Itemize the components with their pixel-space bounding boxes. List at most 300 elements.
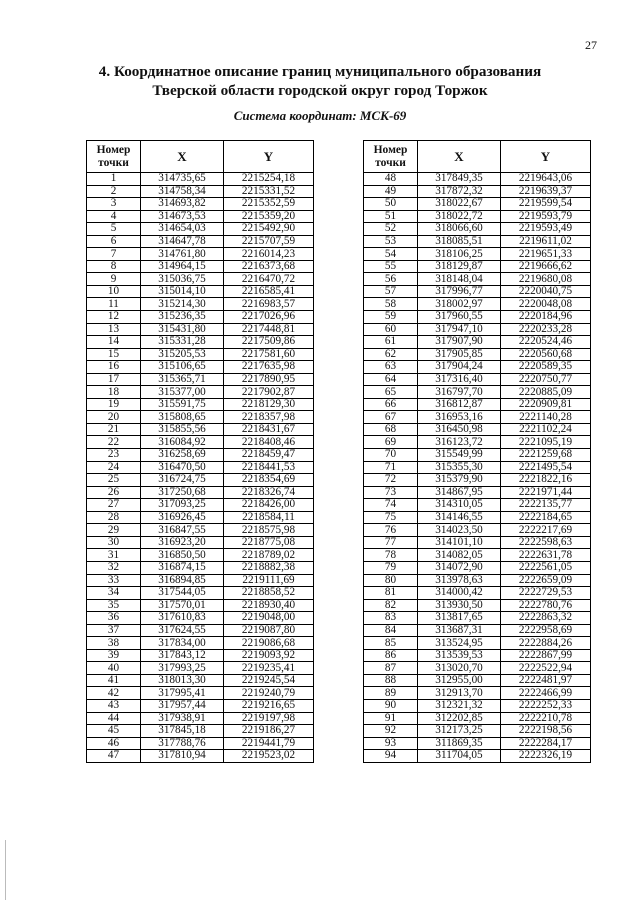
cell-point-number: 79 [364, 561, 418, 574]
cell-x: 318013,30 [141, 674, 224, 687]
table-row [87, 474, 314, 487]
table-row [87, 536, 314, 549]
cell-y: 2217581,60 [224, 348, 314, 361]
cell-point-number: 24 [87, 461, 141, 474]
cell-point-number: 33 [87, 574, 141, 587]
table-row [364, 624, 591, 637]
cell-x: 317993,25 [141, 662, 224, 675]
cell-point-number: 44 [87, 712, 141, 725]
table-row [87, 712, 314, 725]
cell-y: 2222863,32 [501, 612, 591, 625]
cell-x: 315855,56 [141, 423, 224, 436]
cell-y: 2222780,76 [501, 599, 591, 612]
cell-point-number: 21 [87, 423, 141, 436]
cell-x: 316123,72 [418, 436, 501, 449]
cell-y: 2219680,08 [501, 273, 591, 286]
cell-x: 314101,10 [418, 536, 501, 549]
cell-y: 2215492,90 [224, 223, 314, 236]
cell-point-number: 10 [87, 285, 141, 298]
column-header-point-number [364, 141, 418, 173]
cell-point-number: 52 [364, 223, 418, 236]
cell-y: 2221140,28 [501, 411, 591, 424]
cell-point-number: 35 [87, 599, 141, 612]
cell-x: 315205,53 [141, 348, 224, 361]
cell-point-number: 48 [364, 173, 418, 186]
table-row [87, 386, 314, 399]
cell-x: 318022,67 [418, 198, 501, 211]
cell-y: 2219087,80 [224, 624, 314, 637]
cell-y: 2219441,79 [224, 737, 314, 750]
cell-x: 314867,95 [418, 486, 501, 499]
cell-x: 318002,97 [418, 298, 501, 311]
table-row [87, 260, 314, 273]
table-row [87, 348, 314, 361]
cell-x: 311869,35 [418, 737, 501, 750]
cell-y: 2220040,75 [501, 285, 591, 298]
cell-x: 314647,78 [141, 235, 224, 248]
cell-x: 314654,03 [141, 223, 224, 236]
cell-point-number: 5 [87, 223, 141, 236]
cell-y: 2217448,81 [224, 323, 314, 336]
table-row [364, 185, 591, 198]
cell-y: 2218584,11 [224, 511, 314, 524]
cell-y: 2222210,78 [501, 712, 591, 725]
cell-y: 2222135,77 [501, 499, 591, 512]
cell-y: 2217635,98 [224, 361, 314, 374]
table-row [87, 210, 314, 223]
cell-point-number: 50 [364, 198, 418, 211]
cell-y: 2222466,99 [501, 687, 591, 700]
cell-point-number: 74 [364, 499, 418, 512]
table-row [364, 499, 591, 512]
table-row [364, 687, 591, 700]
cell-point-number: 6 [87, 235, 141, 248]
table-row [364, 725, 591, 738]
cell-x: 317845,18 [141, 725, 224, 738]
cell-y: 2219643,06 [501, 173, 591, 186]
cell-x: 317995,41 [141, 687, 224, 700]
header-number-line-2: точки [98, 156, 129, 169]
table-row [87, 549, 314, 562]
cell-x: 317996,77 [418, 285, 501, 298]
cell-y: 2219639,37 [501, 185, 591, 198]
cell-y: 2219611,02 [501, 235, 591, 248]
cell-x: 315014,10 [141, 285, 224, 298]
cell-y: 2218426,00 [224, 499, 314, 512]
table-row [87, 298, 314, 311]
table-row [364, 449, 591, 462]
cell-x: 316812,87 [418, 398, 501, 411]
cell-x: 313524,95 [418, 637, 501, 650]
cell-y: 2222198,56 [501, 725, 591, 738]
table-row [87, 612, 314, 625]
table-row [364, 587, 591, 600]
cell-point-number: 80 [364, 574, 418, 587]
cell-y: 2215707,59 [224, 235, 314, 248]
table-row [87, 524, 314, 537]
cell-point-number: 47 [87, 750, 141, 763]
cell-y: 2219093,92 [224, 649, 314, 662]
cell-y: 2219235,41 [224, 662, 314, 675]
cell-point-number: 92 [364, 725, 418, 738]
cell-x: 316923,20 [141, 536, 224, 549]
table-row [364, 699, 591, 712]
table-row [364, 549, 591, 562]
cell-point-number: 76 [364, 524, 418, 537]
cell-point-number: 9 [87, 273, 141, 286]
cell-x: 317907,90 [418, 336, 501, 349]
cell-point-number: 36 [87, 612, 141, 625]
table-row [364, 662, 591, 675]
cell-y: 2218326,74 [224, 486, 314, 499]
cell-y: 2218459,47 [224, 449, 314, 462]
page-title-line-1: 4. Координатное описание границ муниципального образования [98, 63, 542, 80]
cell-point-number: 31 [87, 549, 141, 562]
table-row [87, 662, 314, 675]
cell-x: 314964,15 [141, 260, 224, 273]
table-row [87, 699, 314, 712]
cell-point-number: 56 [364, 273, 418, 286]
cell-x: 314673,53 [141, 210, 224, 223]
cell-point-number: 40 [87, 662, 141, 675]
cell-x: 315355,30 [418, 461, 501, 474]
cell-y: 2219593,49 [501, 223, 591, 236]
table-row [364, 712, 591, 725]
cell-x: 315591,75 [141, 398, 224, 411]
cell-y: 2220184,96 [501, 311, 591, 324]
table-row [87, 737, 314, 750]
cell-point-number: 12 [87, 311, 141, 324]
cell-y: 2219651,33 [501, 248, 591, 261]
cell-x: 312913,70 [418, 687, 501, 700]
cell-y: 2222326,19 [501, 750, 591, 763]
cell-point-number: 67 [364, 411, 418, 424]
cell-point-number: 75 [364, 511, 418, 524]
cell-point-number: 59 [364, 311, 418, 324]
table-row [87, 173, 314, 186]
coordinate-system-label: Система координат: МСК-69 [233, 108, 407, 123]
cell-point-number: 85 [364, 637, 418, 650]
cell-x: 317905,85 [418, 348, 501, 361]
table-row [87, 561, 314, 574]
cell-y: 2219186,27 [224, 725, 314, 738]
cell-point-number: 42 [87, 687, 141, 700]
table-row [87, 373, 314, 386]
table-row [87, 499, 314, 512]
cell-point-number: 25 [87, 474, 141, 487]
cell-y: 2219086,68 [224, 637, 314, 650]
cell-y: 2216014,23 [224, 248, 314, 261]
cell-point-number: 1 [87, 173, 141, 186]
cell-y: 2222867,99 [501, 649, 591, 662]
cell-point-number: 39 [87, 649, 141, 662]
cell-x: 317570,01 [141, 599, 224, 612]
cell-x: 317624,55 [141, 624, 224, 637]
cell-x: 318106,25 [418, 248, 501, 261]
table-row [87, 336, 314, 349]
cell-x: 314072,90 [418, 561, 501, 574]
cell-point-number: 30 [87, 536, 141, 549]
cell-y: 2222729,53 [501, 587, 591, 600]
table-row [87, 449, 314, 462]
cell-x: 313020,70 [418, 662, 501, 675]
table-row [364, 210, 591, 223]
cell-y: 2217509,86 [224, 336, 314, 349]
cell-x: 316258,69 [141, 449, 224, 462]
cell-point-number: 26 [87, 486, 141, 499]
cell-point-number: 64 [364, 373, 418, 386]
cell-y: 2218129,30 [224, 398, 314, 411]
cell-point-number: 77 [364, 536, 418, 549]
table-row [87, 436, 314, 449]
column-header-x: X [141, 141, 224, 173]
cell-y: 2219111,69 [224, 574, 314, 587]
cell-y: 2216470,72 [224, 273, 314, 286]
table-row [87, 624, 314, 637]
cell-point-number: 7 [87, 248, 141, 261]
cell-point-number: 68 [364, 423, 418, 436]
cell-point-number: 2 [87, 185, 141, 198]
table-row [87, 674, 314, 687]
cell-point-number: 54 [364, 248, 418, 261]
cell-point-number: 17 [87, 373, 141, 386]
table-body-right [364, 173, 591, 763]
cell-y: 2219245,54 [224, 674, 314, 687]
cell-y: 2218575,98 [224, 524, 314, 537]
cell-y: 2220750,77 [501, 373, 591, 386]
cell-y: 2216373,68 [224, 260, 314, 273]
cell-x: 318129,87 [418, 260, 501, 273]
cell-x: 316797,70 [418, 386, 501, 399]
cell-point-number: 29 [87, 524, 141, 537]
cell-x: 317960,55 [418, 311, 501, 324]
cell-y: 2221495,54 [501, 461, 591, 474]
cell-x: 311704,05 [418, 750, 501, 763]
cell-point-number: 3 [87, 198, 141, 211]
cell-x: 318085,51 [418, 235, 501, 248]
table-row [87, 398, 314, 411]
table-row [87, 486, 314, 499]
cell-y: 2216983,57 [224, 298, 314, 311]
cell-point-number: 20 [87, 411, 141, 424]
cell-y: 2220589,35 [501, 361, 591, 374]
table-row [87, 311, 314, 324]
table-row [364, 750, 591, 763]
cell-x: 314735,65 [141, 173, 224, 186]
cell-point-number: 32 [87, 561, 141, 574]
cell-x: 317947,10 [418, 323, 501, 336]
table-row [364, 612, 591, 625]
cell-x: 314000,42 [418, 587, 501, 600]
cell-x: 312202,85 [418, 712, 501, 725]
table-row [87, 361, 314, 374]
cell-x: 316926,45 [141, 511, 224, 524]
table-row [87, 185, 314, 198]
cell-point-number: 19 [87, 398, 141, 411]
cell-y: 2222884,26 [501, 637, 591, 650]
cell-point-number: 45 [87, 725, 141, 738]
cell-point-number: 87 [364, 662, 418, 675]
table-row [364, 298, 591, 311]
table-body-left [87, 173, 314, 763]
cell-y: 2215331,52 [224, 185, 314, 198]
cell-y: 2222184,65 [501, 511, 591, 524]
cell-x: 316084,92 [141, 436, 224, 449]
table-row [87, 285, 314, 298]
coordinates-table-right [363, 140, 591, 763]
cell-point-number: 73 [364, 486, 418, 499]
cell-point-number: 72 [364, 474, 418, 487]
table-row [364, 260, 591, 273]
table-row [364, 373, 591, 386]
cell-x: 315808,65 [141, 411, 224, 424]
scan-margin-line [5, 840, 6, 900]
table-row [364, 223, 591, 236]
table-row [364, 361, 591, 374]
cell-point-number: 69 [364, 436, 418, 449]
cell-y: 2220909,81 [501, 398, 591, 411]
cell-x: 317872,32 [418, 185, 501, 198]
cell-point-number: 78 [364, 549, 418, 562]
cell-x: 316850,50 [141, 549, 224, 562]
cell-y: 2217026,96 [224, 311, 314, 324]
cell-point-number: 51 [364, 210, 418, 223]
cell-x: 317938,91 [141, 712, 224, 725]
cell-y: 2218408,46 [224, 436, 314, 449]
cell-x: 314758,34 [141, 185, 224, 198]
table-header-row [364, 141, 591, 173]
table-row [364, 574, 591, 587]
cell-y: 2220560,68 [501, 348, 591, 361]
cell-y: 2215254,18 [224, 173, 314, 186]
cell-point-number: 23 [87, 449, 141, 462]
table-row [364, 398, 591, 411]
table-row [364, 248, 591, 261]
cell-point-number: 91 [364, 712, 418, 725]
cell-x: 317849,35 [418, 173, 501, 186]
table-row [364, 599, 591, 612]
table-row [364, 674, 591, 687]
cell-x: 316470,50 [141, 461, 224, 474]
header-number-line-1: Номер [373, 143, 408, 156]
cell-y: 2220524,46 [501, 336, 591, 349]
cell-y: 2217890,95 [224, 373, 314, 386]
cell-point-number: 57 [364, 285, 418, 298]
cell-y: 2218775,08 [224, 536, 314, 549]
table-row [87, 323, 314, 336]
cell-y: 2221102,24 [501, 423, 591, 436]
cell-x: 312321,32 [418, 699, 501, 712]
cell-point-number: 88 [364, 674, 418, 687]
cell-x: 317610,83 [141, 612, 224, 625]
table-row [364, 235, 591, 248]
cell-x: 316724,75 [141, 474, 224, 487]
cell-point-number: 62 [364, 348, 418, 361]
table-row [87, 411, 314, 424]
cell-point-number: 58 [364, 298, 418, 311]
table-row [364, 649, 591, 662]
cell-point-number: 27 [87, 499, 141, 512]
cell-point-number: 18 [87, 386, 141, 399]
table-row [364, 423, 591, 436]
cell-point-number: 61 [364, 336, 418, 349]
table-row [87, 637, 314, 650]
cell-x: 318022,72 [418, 210, 501, 223]
cell-point-number: 90 [364, 699, 418, 712]
cell-point-number: 22 [87, 436, 141, 449]
cell-point-number: 11 [87, 298, 141, 311]
cell-y: 2219593,79 [501, 210, 591, 223]
table-row [364, 737, 591, 750]
cell-y: 2218930,40 [224, 599, 314, 612]
cell-x: 314310,05 [418, 499, 501, 512]
table-row [364, 273, 591, 286]
cell-point-number: 46 [87, 737, 141, 750]
page-number: 27 [585, 38, 597, 52]
cell-x: 317544,05 [141, 587, 224, 600]
cell-y: 2219216,65 [224, 699, 314, 712]
table-row [87, 235, 314, 248]
cell-point-number: 83 [364, 612, 418, 625]
cell-point-number: 14 [87, 336, 141, 349]
table-row [364, 311, 591, 324]
table-row [87, 574, 314, 587]
table-row [364, 323, 591, 336]
cell-x: 316953,16 [418, 411, 501, 424]
cell-y: 2216585,41 [224, 285, 314, 298]
cell-point-number: 53 [364, 235, 418, 248]
cell-y: 2222659,09 [501, 574, 591, 587]
cell-y: 2219197,98 [224, 712, 314, 725]
cell-y: 2220233,28 [501, 323, 591, 336]
cell-x: 316847,55 [141, 524, 224, 537]
cell-x: 313687,31 [418, 624, 501, 637]
cell-point-number: 65 [364, 386, 418, 399]
cell-x: 318066,60 [418, 223, 501, 236]
table-row [87, 587, 314, 600]
table-row [364, 511, 591, 524]
header-number-line-2: точки [375, 156, 406, 169]
header-number-line-1: Номер [96, 143, 131, 156]
cell-point-number: 41 [87, 674, 141, 687]
cell-point-number: 81 [364, 587, 418, 600]
cell-y: 2222631,78 [501, 549, 591, 562]
cell-point-number: 71 [364, 461, 418, 474]
cell-point-number: 16 [87, 361, 141, 374]
cell-point-number: 93 [364, 737, 418, 750]
cell-y: 2221095,19 [501, 436, 591, 449]
table-row [87, 273, 314, 286]
cell-point-number: 94 [364, 750, 418, 763]
cell-x: 315379,90 [418, 474, 501, 487]
cell-point-number: 28 [87, 511, 141, 524]
column-header-y: Y [224, 141, 314, 173]
cell-y: 2218441,53 [224, 461, 314, 474]
table-row [364, 524, 591, 537]
cell-y: 2222481,97 [501, 674, 591, 687]
cell-point-number: 34 [87, 587, 141, 600]
cell-x: 317250,68 [141, 486, 224, 499]
cell-x: 312955,00 [418, 674, 501, 687]
cell-y: 2218789,02 [224, 549, 314, 562]
cell-point-number: 15 [87, 348, 141, 361]
cell-y: 2219048,00 [224, 612, 314, 625]
cell-y: 2219599,54 [501, 198, 591, 211]
cell-x: 315106,65 [141, 361, 224, 374]
cell-point-number: 86 [364, 649, 418, 662]
table-header-row [87, 141, 314, 173]
cell-y: 2219240,79 [224, 687, 314, 700]
